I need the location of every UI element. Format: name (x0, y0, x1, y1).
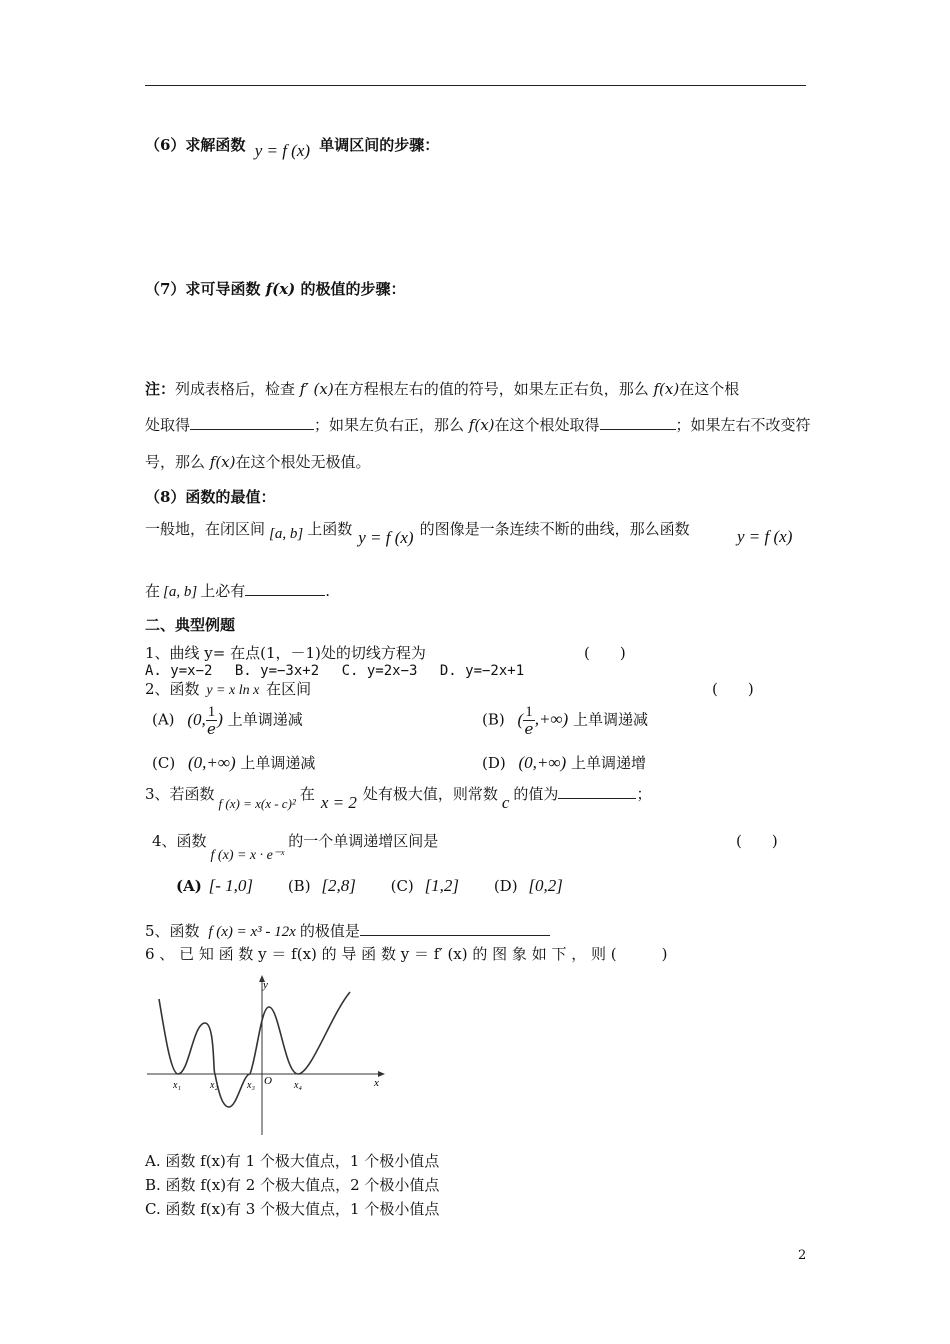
q3-text: ； (636, 785, 652, 803)
x2-label: x₂ (210, 1080, 218, 1091)
q2-stem (145, 678, 311, 699)
q3-c: c (501, 793, 510, 812)
section8-formula-2: y = f (x) (737, 527, 793, 546)
q2-option-a[interactable] (152, 704, 303, 737)
q3-formula: f (x) = x(x - c)² (218, 796, 296, 811)
derivative-graph (145, 975, 390, 1140)
option-label: (D) (493, 877, 518, 895)
option-interval[interactable]: [- 1,0] (208, 876, 254, 895)
option-label: (B) (287, 877, 311, 895)
section8-text: 一般地，在闭区间 (145, 520, 266, 538)
q2-formula: y = x ln x (206, 683, 260, 698)
section6-heading (145, 134, 440, 160)
q4-formula: f (x) = x · e⁻ˣ (210, 848, 285, 863)
q4-answer-paren[interactable]: ( ) (736, 832, 778, 850)
q1-answer-paren[interactable]: ( ) (584, 644, 626, 662)
section8-text: 在 (145, 582, 161, 600)
answer-blank[interactable] (190, 415, 314, 430)
note-fx: f(x) (468, 416, 495, 434)
note-fprime: f′ (x) (299, 380, 334, 398)
option-interval[interactable]: [2,8] (321, 876, 356, 895)
section6-formula: y = f (x) (254, 141, 311, 160)
q2-text: 在区间 (266, 680, 312, 698)
q5-stem (145, 920, 550, 941)
note-text: 在这个根处无极值。 (235, 453, 371, 471)
q4-text: 的一个单调递增区间是 (288, 832, 439, 850)
note-line-2 (145, 414, 811, 435)
note-text: 在这个根处取得 (494, 416, 600, 434)
q3-stem (145, 783, 652, 812)
option-label: (A) (176, 877, 202, 895)
answer-blank[interactable] (360, 921, 550, 936)
option-label: (B) (482, 710, 505, 729)
option-text: 上单调递减 (572, 710, 648, 729)
option-interval[interactable]: [1,2] (424, 876, 460, 895)
q2-text: 2、函数 (145, 680, 200, 698)
option-text: 上单调递减 (227, 710, 303, 729)
fraction-denominator: e (207, 720, 216, 738)
q3-x-eq: x = 2 (320, 793, 357, 812)
note-text: 在这个根 (679, 380, 740, 398)
option-interval: (0,+∞) (518, 753, 567, 772)
page-number: 2 (798, 1248, 807, 1263)
option-interval: ,+∞) (534, 709, 569, 729)
option-label: (D) (482, 754, 506, 772)
section8-text: 上函数 (307, 520, 353, 538)
q3-text: 3、若函数 (145, 785, 215, 803)
section7-label: （7）求可导函数 (145, 280, 261, 298)
section8-line-2 (145, 580, 330, 601)
part2-title: 二、典型例题 (145, 616, 236, 634)
option-interval: (0,+∞) (187, 753, 236, 772)
section8-formula: y = f (x) (358, 528, 414, 547)
fraction-numerator: 1 (207, 704, 216, 720)
note-line-3 (145, 451, 371, 472)
fraction (206, 704, 218, 737)
q6-option-b[interactable]: B. 函数 f(x)有 2 个极大值点，2 个极小值点 (145, 1176, 440, 1194)
note-fx: f(x) (209, 453, 236, 471)
origin-label: O (264, 1075, 272, 1087)
section7-heading (145, 278, 406, 299)
q3-text: 在 (299, 785, 315, 803)
q6-option-c[interactable]: C. 函数 f(x)有 3 个极大值点，1 个极小值点 (145, 1200, 440, 1218)
option-interval[interactable]: [0,2] (528, 876, 563, 895)
q2-option-b[interactable] (482, 704, 648, 737)
section6-suffix: 单调区间的步骤： (319, 136, 440, 154)
q4-text: 4、函数 (152, 832, 207, 850)
q2-option-d[interactable] (482, 752, 646, 773)
section8-heading: （8）函数的最值： (145, 488, 276, 506)
section8-text: 上必有 (200, 582, 246, 600)
note-text: 号，那么 (145, 453, 210, 471)
header-rule (145, 85, 806, 86)
option-text: 上单调递减 (240, 754, 316, 772)
fraction-denominator: e (524, 720, 534, 738)
section8-line-1 (145, 518, 690, 547)
option-text: 上单调递增 (570, 754, 646, 772)
q3-text: 的值为 (513, 785, 559, 803)
q3-text: 处有极大值，则常数 (362, 785, 498, 803)
section6-label: （6）求解函数 (145, 136, 246, 154)
q5-text: 5、函数 (145, 922, 200, 940)
x3-label: x₃ (247, 1080, 255, 1091)
option-interval: ) (217, 709, 223, 729)
answer-blank[interactable] (558, 784, 636, 799)
note-text: ；如果左右不改变符 (675, 416, 811, 434)
section7-fx: f(x) (265, 280, 296, 298)
option-interval: ( (517, 709, 524, 729)
x-axis-label: x (374, 1077, 379, 1089)
section8-text: 的图像是一条连续不断的曲线，那么函数 (419, 520, 690, 538)
fraction (523, 704, 535, 737)
q1-options: A. y=x−2 B. y=−3x+2 C. y=2x−3 D. y=−2x+1 (145, 663, 525, 679)
answer-blank[interactable] (600, 415, 676, 430)
q1-stem: 1、曲线 y= 在点(1，－1)处的切线方程为 (145, 644, 426, 662)
option-interval: (0, (187, 709, 206, 729)
x1-label: x₁ (173, 1080, 181, 1091)
option-label: (C) (152, 754, 176, 772)
section7-suffix: 的极值的步骤： (300, 280, 406, 298)
note-line-1 (145, 378, 739, 399)
option-label: (C) (390, 877, 414, 895)
section8-text: . (325, 582, 330, 600)
q5-text: 的极值是 (299, 922, 360, 940)
q2-option-c[interactable] (152, 752, 315, 773)
q4-stem (152, 830, 439, 863)
note-fx: f(x) (653, 380, 680, 398)
note-text: 处取得 (145, 416, 191, 434)
note-lead: 注： (145, 380, 176, 398)
x-axis-arrow-icon (378, 1071, 385, 1077)
q4-options (176, 876, 563, 896)
answer-blank[interactable] (245, 581, 325, 596)
q6-stem: 6 、 已 知 函 数 y ＝ f(x) 的 导 函 数 y ＝ f′ (x) 的 图 象 如 下 ， 则 ( ) (145, 945, 668, 963)
note-text: ；如果左负右正，那么 (314, 416, 469, 434)
y-axis-label: y (263, 979, 268, 991)
q5-formula: f (x) = x³ - 12x (208, 924, 296, 940)
q2-answer-paren[interactable]: ( ) (712, 680, 754, 698)
x4-label: x₄ (294, 1080, 302, 1091)
section8-interval: [a, b] (269, 526, 304, 542)
note-text: 列成表格后，检查 (175, 380, 300, 398)
fraction-numerator: 1 (525, 704, 533, 720)
q6-option-a[interactable]: A. 函数 f(x)有 1 个极大值点，1 个极小值点 (145, 1152, 440, 1170)
section8-interval: [a, b] (163, 584, 198, 600)
option-label: (A) (152, 710, 175, 729)
note-text: 在方程根左右的值的符号，如果左正右负，那么 (333, 380, 654, 398)
